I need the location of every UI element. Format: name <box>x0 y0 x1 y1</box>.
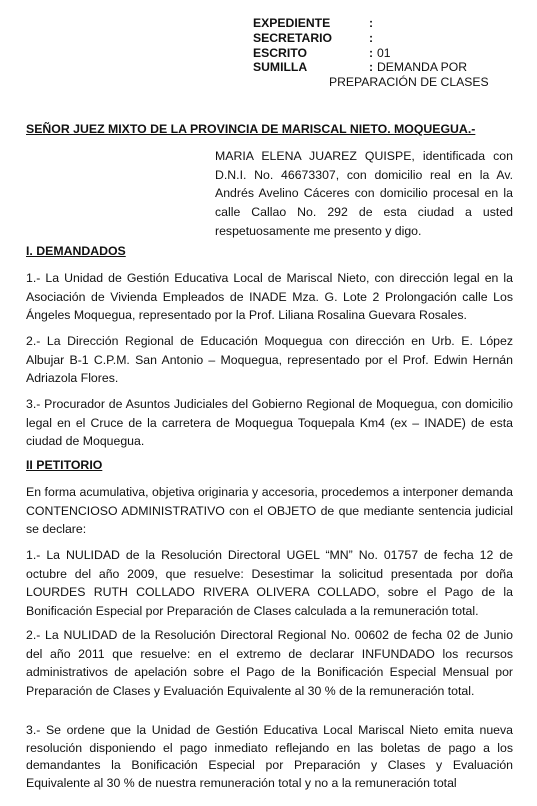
petitorio-item-3: 3.- Se ordene que la Unidad de Gestión Educativa Local Mariscal Nieto emita nueva resolución disponiendo el pago inmediato reflejando en las boletas de pago a los demandantes la Bonificación Especial por Preparación y Clases y Evaluación Equivalente al 30 % de nuestra remuneración total y no a la remuneración total <box>26 723 513 790</box>
demandado-item-3: 3.- Procurador de Asuntos Judiciales del Gobierno Regional de Moquegua, con domicilio legal en el Cruce de la carretera de Moquegua Toquepala Km4 (ex – INADE) de esta ciudad de Moquegua. <box>26 397 513 448</box>
sumilla-label: SUMILLA <box>253 60 308 75</box>
header-separator: : <box>369 45 374 60</box>
escrito-label: ESCRITO <box>253 45 307 60</box>
header-separator: : <box>369 30 374 45</box>
section-title-petitorio: II PETITORIO <box>26 458 103 472</box>
header-row-sumilla-cont <box>253 75 523 90</box>
demandado-item-2: 2.- La Dirección Regional de Educación Moquegua con dirección en Urb. E. López Albujar B-1 C.P.M. San Antonio – Moquegua, representado por el Prof. Edwin Hernán Adriazola Flores. <box>26 334 513 385</box>
court-address: SEÑOR JUEZ MIXTO DE LA PROVINCIA DE MARISCAL NIETO. MOQUEGUA.- <box>26 122 476 136</box>
plaintiff-intro: MARIA ELENA JUAREZ QUISPE, identificada con D.N.I. No. 46673307, con domicilio real en la Av. Andrés Avelino Cáceres con domicilio procesal en la calle Callao No. 292 de esta ciudad a usted respetuosamente me presento y digo. <box>215 149 513 238</box>
petitorio-item-1: 1.- La NULIDAD de la Resolución Directoral UGEL “MN” No. 01757 de fecha 12 de octubre del año 2009, que resuelve: Desestimar la solicitud presentada por doña LOURDES RUTH COLLADO RIVERA OLIVERA COLLADO, sobre el Pago de la Bonificación Especial por Preparación de Clases calculada a la remuneración total. <box>26 548 513 618</box>
escrito-value: 01 <box>377 45 391 60</box>
demandado-item-1: 1.- La Unidad de Gestión Educativa Local de Mariscal Nieto, con dirección legal en la Asociación de Vivienda Empleados de INADE Mza. G. Lote 2 Prolongación calle Los Ángeles Moquegua, representado por la Prof. Liliana Rosalina Guevara Rosales. <box>26 271 513 322</box>
header-row-secretario <box>253 31 523 46</box>
sumilla-value-line2: PREPARACIÓN DE CLASES <box>329 75 489 90</box>
sumilla-value-line1: DEMANDA POR <box>377 60 468 75</box>
section-title-demandados: I. DEMANDADOS <box>26 244 126 258</box>
secretario-value <box>377 31 523 46</box>
header-separator: : <box>369 16 374 30</box>
expediente-label: EXPEDIENTE <box>253 16 331 30</box>
petitorio-item-2: 2.- La NULIDAD de la Resolución Directoral Regional No. 00602 de fecha 02 de Junio del año 2011 que resuelve: en el extremo de declarar INFUNDADO los recursos administrativos de apelación sobre el Pago de la Bonificación Especial Mensual por Preparación de Clases y Evaluación Equivalente al 30 % de la remuneración total. <box>26 628 513 698</box>
header-row-escrito <box>253 46 523 61</box>
header-row-expediente <box>253 16 523 31</box>
header-separator: : <box>369 60 374 75</box>
case-header <box>253 16 523 90</box>
header-row-sumilla <box>253 60 523 75</box>
expediente-value <box>377 16 523 31</box>
petitorio-intro: En forma acumulativa, objetiva originaria y accesoria, procedemos a interponer demanda CONTENCIOSO ADMINISTRATIVO con el OBJETO de que mediante sentencia judicial se declare: <box>26 485 513 536</box>
secretario-label: SECRETARIO <box>253 30 332 45</box>
